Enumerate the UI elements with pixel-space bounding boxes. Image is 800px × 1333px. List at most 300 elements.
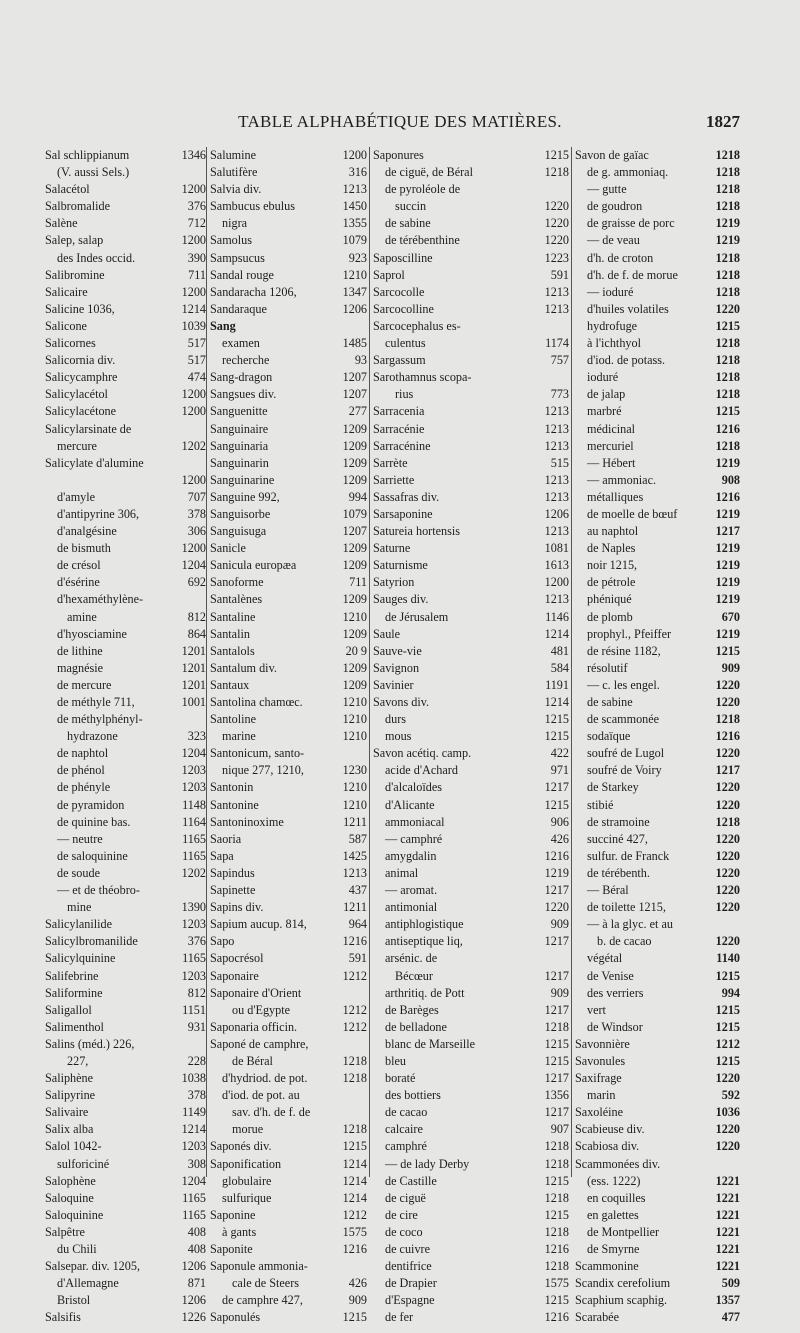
entry-term: Sanguisorbe <box>210 506 271 521</box>
index-entry <box>210 1053 367 1070</box>
entry-term: Salicylate d'alumine <box>45 455 144 470</box>
entry-page-ref: 1209 <box>342 541 367 556</box>
index-entry <box>373 916 569 933</box>
entry-page-ref <box>566 369 569 386</box>
entry-term: Sanoforme <box>210 575 264 590</box>
index-entry <box>210 643 367 660</box>
entry-term: magnésie <box>57 660 104 675</box>
entry-page-ref: 971 <box>550 763 569 778</box>
index-entry <box>575 728 740 745</box>
index-entry <box>210 1019 367 1036</box>
entry-page-ref: 1214 <box>342 1173 367 1188</box>
entry-page-ref: 1218 <box>715 336 740 351</box>
entry-page-ref: 773 <box>550 387 569 402</box>
entry-term: ammoniacal <box>385 814 445 829</box>
index-entry <box>210 284 367 301</box>
entry-page-ref: 1165 <box>182 831 206 846</box>
entry-page-ref: 426 <box>550 831 569 846</box>
index-entry <box>45 250 206 267</box>
entry-term: Saxifrage <box>575 1071 622 1086</box>
entry-term: Sargassum <box>373 353 426 368</box>
entry-term: d'hyosciamine <box>57 626 127 641</box>
entry-page-ref: 923 <box>348 250 367 265</box>
entry-page-ref: 592 <box>721 1088 740 1103</box>
entry-term: Samolus <box>210 233 252 248</box>
entry-term: Salicornia div. <box>45 353 116 368</box>
entry-term: Sarcocolline <box>373 301 434 316</box>
entry-page-ref: 1200 <box>181 233 206 248</box>
index-entry <box>373 1275 569 1292</box>
entry-term: Saxoléine <box>575 1105 624 1120</box>
entry-page-ref: 1218 <box>715 353 740 368</box>
entry-page-ref: 1218 <box>544 1224 569 1239</box>
entry-page-ref: 1209 <box>342 626 367 641</box>
entry-page-ref: 871 <box>187 1276 206 1291</box>
index-entry <box>45 1224 206 1241</box>
entry-term: de sabine <box>587 695 633 709</box>
entry-page-ref: 1201 <box>181 643 206 658</box>
entry-page-ref: 1216 <box>715 729 740 744</box>
entry-page-ref: 1220 <box>544 199 569 214</box>
entry-term: Sanguinaire <box>210 421 269 436</box>
entry-page-ref: 1219 <box>715 558 740 573</box>
entry-term: mercuriel <box>587 438 634 453</box>
entry-term: Sandaracha 1206, <box>210 284 297 299</box>
index-entry <box>575 284 740 301</box>
index-entry <box>210 1173 367 1190</box>
index-entry <box>210 1036 367 1053</box>
entry-page-ref: 316 <box>348 165 367 180</box>
index-entry <box>45 523 206 540</box>
entry-page-ref: 1081 <box>544 541 569 556</box>
entry-page-ref: 1220 <box>715 900 740 915</box>
entry-page-ref: 1218 <box>342 1122 367 1137</box>
entry-page-ref: 1215 <box>715 643 740 658</box>
entry-page-ref: 1215 <box>544 1053 569 1068</box>
index-entry <box>210 557 367 574</box>
index-entry <box>373 1036 569 1053</box>
entry-page-ref: 1213 <box>544 472 569 487</box>
entry-page-ref: 1575 <box>342 1224 367 1239</box>
entry-term: de graisse de porc <box>587 216 675 231</box>
entry-term: — aromat. <box>385 883 438 898</box>
entry-term: Santaline <box>210 609 256 624</box>
index-entry <box>575 147 740 164</box>
index-entry <box>210 660 367 677</box>
entry-term: 227, <box>67 1053 89 1068</box>
entry-term: Savonules <box>575 1053 626 1068</box>
entry-term: antiphlogistique <box>385 917 464 932</box>
index-entry <box>210 421 367 438</box>
index-entry <box>373 147 569 164</box>
entry-term: de térébenthine <box>385 233 460 248</box>
index-entry <box>575 181 740 198</box>
entry-term: Saliphène <box>45 1071 94 1086</box>
entry-term: animal <box>385 865 419 880</box>
entry-page-ref: 1221 <box>715 1207 740 1222</box>
entry-term: des bottiers <box>385 1088 441 1103</box>
entry-page-ref: 692 <box>187 575 206 590</box>
entry-page-ref: 1210 <box>342 797 367 812</box>
entry-term: — camphré <box>385 831 443 846</box>
entry-term: Sapium aucup. 814, <box>210 917 307 932</box>
index-entry <box>210 899 367 916</box>
index-entry <box>373 677 569 694</box>
entry-page-ref: 1209 <box>342 558 367 573</box>
index-entry <box>575 386 740 403</box>
index-entry <box>45 506 206 523</box>
index-entry <box>45 814 206 831</box>
entry-term: Sanguinarine <box>210 472 275 487</box>
index-entry <box>210 591 367 608</box>
index-entry <box>575 489 740 506</box>
entry-term: à l'ichthyol <box>587 336 641 351</box>
entry-term: d'Allemagne <box>57 1276 119 1291</box>
index-entry <box>45 1173 206 1190</box>
index-entry <box>373 369 569 386</box>
index-entry <box>575 1053 740 1070</box>
entry-term: de fer <box>385 1310 414 1325</box>
index-entry <box>575 711 740 728</box>
entry-term: Salacétol <box>45 182 90 197</box>
entry-page-ref: 1151 <box>182 1002 206 1017</box>
entry-term: Saponification <box>210 1156 282 1171</box>
entry-term: noir 1215, <box>587 558 638 573</box>
entry-term: Salvia div. <box>210 182 262 197</box>
index-entry <box>575 1173 740 1190</box>
index-entry <box>575 403 740 420</box>
index-entry <box>373 814 569 831</box>
entry-page-ref <box>364 1036 367 1053</box>
entry-term: Sarsaponine <box>373 506 433 521</box>
entry-page-ref: 1215 <box>544 1293 569 1308</box>
entry-page-ref: 1213 <box>544 438 569 453</box>
index-entry <box>373 1087 569 1104</box>
index-entry <box>575 916 740 933</box>
entry-term: — de veau <box>587 233 640 248</box>
entry-page-ref: 1214 <box>181 1122 206 1137</box>
entry-page-ref: 1213 <box>544 421 569 436</box>
entry-page-ref: 1200 <box>181 284 206 299</box>
entry-term: nique 277, 1210, <box>222 763 304 778</box>
index-entry <box>373 1138 569 1155</box>
index-entry <box>45 472 206 489</box>
entry-term: Sarriette <box>373 472 415 487</box>
entry-term: de quinine bas. <box>57 814 131 829</box>
entry-term: d'h. de croton <box>587 250 654 265</box>
index-entry <box>210 369 367 386</box>
entry-term: Sapocrésol <box>210 951 264 966</box>
index-entry <box>45 1156 206 1173</box>
entry-page-ref: 1212 <box>342 1002 367 1017</box>
entry-term: Santolina chamœc. <box>210 695 303 709</box>
entry-page-ref: 1212 <box>715 1036 740 1051</box>
index-entry <box>373 882 569 899</box>
index-entry <box>373 1292 569 1309</box>
entry-page-ref: 1390 <box>181 900 206 915</box>
entry-term: Sapins div. <box>210 900 264 915</box>
index-entry <box>575 232 740 249</box>
entry-term: Sanicle <box>210 541 246 556</box>
entry-page-ref: 308 <box>187 1156 206 1171</box>
entry-term: Salicylanilide <box>45 917 113 932</box>
entry-page-ref: 1039 <box>181 318 206 333</box>
index-entry <box>575 1190 740 1207</box>
entry-term: Savon acétiq. camp. <box>373 746 472 761</box>
entry-page-ref: 1165 <box>182 951 206 966</box>
entry-page-ref: 1215 <box>715 1053 740 1068</box>
entry-page-ref: 1200 <box>181 387 206 402</box>
index-column-2 <box>210 147 367 1326</box>
entry-term: Salutifère <box>210 165 258 180</box>
entry-page-ref: 1001 <box>181 695 206 709</box>
index-entry <box>210 797 367 814</box>
entry-page-ref: 1210 <box>342 712 367 727</box>
entry-term: d'Espagne <box>385 1293 435 1308</box>
entry-term: Salbromalide <box>45 199 110 214</box>
entry-page-ref: 584 <box>550 660 569 675</box>
index-entry <box>210 711 367 728</box>
entry-page-ref: 422 <box>550 746 569 761</box>
entry-page-ref: 1204 <box>181 558 206 573</box>
entry-term: Salumine <box>210 148 257 162</box>
entry-term: Salicylacétol <box>45 387 108 402</box>
index-entry <box>575 591 740 608</box>
entry-term: Saliformine <box>45 985 103 1000</box>
entry-page-ref: 378 <box>187 506 206 521</box>
index-entry <box>575 301 740 318</box>
entry-page-ref: 277 <box>348 404 367 419</box>
entry-page-ref: 1209 <box>342 421 367 436</box>
index-entry <box>45 1241 206 1258</box>
index-entry <box>210 352 367 369</box>
entry-term: Sang <box>210 318 236 333</box>
entry-page-ref: 1200 <box>181 472 206 487</box>
index-entry <box>575 215 740 232</box>
entry-term: de cuivre <box>385 1242 431 1256</box>
entry-page-ref: 1203 <box>181 780 206 795</box>
entry-page-ref: 1230 <box>342 763 367 778</box>
entry-page-ref: 93 <box>354 353 367 368</box>
index-entry <box>210 865 367 882</box>
index-entry <box>210 232 367 249</box>
entry-page-ref: 1204 <box>181 1173 206 1188</box>
entry-page-ref: 1347 <box>342 284 367 299</box>
index-entry <box>45 797 206 814</box>
entry-term: succin <box>395 199 427 214</box>
entry-page-ref: 1215 <box>342 1139 367 1154</box>
entry-term: (ess. 1222) <box>587 1173 641 1188</box>
entry-page-ref: 711 <box>349 575 367 590</box>
entry-term: de phénol <box>57 763 105 778</box>
index-entry <box>373 1002 569 1019</box>
entry-term: — Hébert <box>587 455 636 470</box>
entry-term: Salicine 1036, <box>45 301 115 316</box>
entry-page-ref: 1355 <box>342 216 367 231</box>
entry-page-ref: 1206 <box>544 506 569 521</box>
index-entry <box>575 250 740 267</box>
index-entry <box>575 1156 740 1173</box>
entry-page-ref: 1425 <box>342 848 367 863</box>
entry-term: Saponaire <box>210 968 259 983</box>
index-column-1 <box>45 147 206 1326</box>
index-entry <box>45 626 206 643</box>
index-entry <box>575 745 740 762</box>
entry-term: de Jérusalem <box>385 609 449 624</box>
entry-term: végétal <box>587 951 623 966</box>
index-entry <box>373 335 569 352</box>
entry-page-ref: 1218 <box>544 1139 569 1154</box>
entry-term: Saponures <box>373 148 424 162</box>
entry-page-ref: 1216 <box>544 1242 569 1256</box>
entry-term: — neutre <box>57 831 103 846</box>
entry-page-ref: 509 <box>721 1276 740 1291</box>
entry-term: Salicornes <box>45 336 96 351</box>
entry-page-ref: 1218 <box>342 1071 367 1086</box>
index-entry <box>210 848 367 865</box>
entry-page-ref: 909 <box>348 1293 367 1308</box>
index-entry <box>575 609 740 626</box>
index-entry <box>575 1036 740 1053</box>
index-entry <box>45 421 206 438</box>
entry-term: arsénic. de <box>385 951 438 966</box>
index-entry <box>45 1104 206 1121</box>
entry-page-ref: 1220 <box>715 1122 740 1137</box>
index-entry <box>373 164 569 181</box>
entry-term: Saponite <box>210 1242 253 1256</box>
entry-page-ref: 1200 <box>544 575 569 590</box>
entry-term: de pyramidon <box>57 797 125 812</box>
index-entry <box>373 1309 569 1326</box>
entry-term: Saponaire d'Orient <box>210 985 302 1000</box>
entry-page-ref: 1220 <box>715 934 740 949</box>
entry-term: Sapinette <box>210 883 256 898</box>
entry-term: Saponulés <box>210 1310 261 1325</box>
entry-term: Sauges div. <box>373 592 429 607</box>
entry-term: résolutif <box>587 660 628 675</box>
entry-term: amygdalin <box>385 848 437 863</box>
index-entry <box>45 267 206 284</box>
entry-page-ref: 812 <box>187 609 206 624</box>
entry-term: stibié <box>587 797 614 812</box>
entry-page-ref: 1226 <box>181 1310 206 1325</box>
entry-page-ref: 1220 <box>715 1139 740 1154</box>
index-entry <box>575 369 740 386</box>
entry-term: Sanguinaria <box>210 438 269 453</box>
index-entry <box>373 489 569 506</box>
entry-term: morue <box>232 1122 264 1137</box>
index-entry <box>575 1258 740 1275</box>
entry-term: — et de théobro- <box>57 883 140 898</box>
index-entry <box>575 1241 740 1258</box>
entry-page-ref: 1218 <box>715 712 740 727</box>
entry-page-ref: 1357 <box>715 1293 740 1308</box>
entry-page-ref: 20 9 <box>345 643 367 658</box>
entry-page-ref: 1213 <box>544 524 569 539</box>
entry-page-ref: 1212 <box>342 1019 367 1034</box>
entry-term: Satyrion <box>373 575 415 590</box>
index-entry <box>210 728 367 745</box>
entry-term: Sandaraque <box>210 301 267 316</box>
entry-term: Saponule ammonia- <box>210 1259 308 1274</box>
entry-term: Saturne <box>373 541 411 556</box>
entry-page-ref: 1216 <box>715 489 740 504</box>
index-entry <box>45 557 206 574</box>
index-entry <box>373 745 569 762</box>
index-entry <box>210 574 367 591</box>
entry-term: arthritiq. de Pott <box>385 985 465 1000</box>
entry-term: d'iod. de pot. au <box>222 1088 300 1103</box>
index-entry <box>575 1224 740 1241</box>
entry-term: Sanguisuga <box>210 524 267 539</box>
entry-term: de Béral <box>232 1053 273 1068</box>
entry-page-ref: 1217 <box>544 1105 569 1120</box>
entry-term: calcaire <box>385 1122 423 1137</box>
entry-page-ref: 1207 <box>342 370 367 385</box>
entry-term: Saturnisme <box>373 558 428 573</box>
index-entry <box>575 626 740 643</box>
entry-term: d'h. de f. de morue <box>587 267 678 282</box>
index-entry <box>45 882 206 899</box>
entry-page-ref: 1217 <box>544 780 569 795</box>
entry-term: soufré de Voiry <box>587 763 662 778</box>
index-entry <box>575 1292 740 1309</box>
entry-page-ref: 994 <box>348 489 367 504</box>
index-entry <box>210 831 367 848</box>
index-entry <box>575 574 740 591</box>
entry-term: Salpêtre <box>45 1224 85 1239</box>
entry-term: Santonine <box>210 797 259 812</box>
entry-term: Santalum div. <box>210 660 277 675</box>
entry-page-ref: 1215 <box>715 318 740 333</box>
entry-term: Scandix cerefolium <box>575 1276 671 1291</box>
index-entry <box>575 677 740 694</box>
entry-page-ref: 376 <box>187 199 206 214</box>
entry-term: de goudron <box>587 199 643 214</box>
entry-page-ref: 1220 <box>715 695 740 709</box>
entry-page-ref: 1575 <box>544 1276 569 1291</box>
entry-page-ref: 1218 <box>715 370 740 385</box>
index-entry <box>575 1309 740 1326</box>
entry-term: Bécœur <box>395 968 433 983</box>
entry-term: Salimenthol <box>45 1019 104 1034</box>
entry-term: marin <box>587 1088 616 1103</box>
index-entry <box>210 540 367 557</box>
index-entry <box>45 968 206 985</box>
entry-term: hydrofuge <box>587 318 638 333</box>
index-entry <box>373 985 569 1002</box>
index-entry <box>373 626 569 643</box>
entry-term: examen <box>222 336 260 351</box>
entry-term: médicinal <box>587 421 636 436</box>
entry-page-ref: 1220 <box>715 301 740 316</box>
entry-page-ref: 591 <box>550 267 569 282</box>
entry-term: culentus <box>385 336 426 351</box>
index-entry <box>575 1104 740 1121</box>
entry-term: de Drapier <box>385 1276 437 1291</box>
entry-page-ref: 1218 <box>715 199 740 214</box>
index-entry <box>575 352 740 369</box>
index-entry <box>210 626 367 643</box>
index-entry <box>210 762 367 779</box>
entry-page-ref: 1207 <box>342 524 367 539</box>
entry-term: succiné 427, <box>587 831 648 846</box>
index-entry <box>210 181 367 198</box>
index-entry <box>45 762 206 779</box>
entry-page-ref: 1210 <box>342 729 367 744</box>
index-entry <box>45 609 206 626</box>
entry-term: Sarcocolle <box>373 284 425 299</box>
